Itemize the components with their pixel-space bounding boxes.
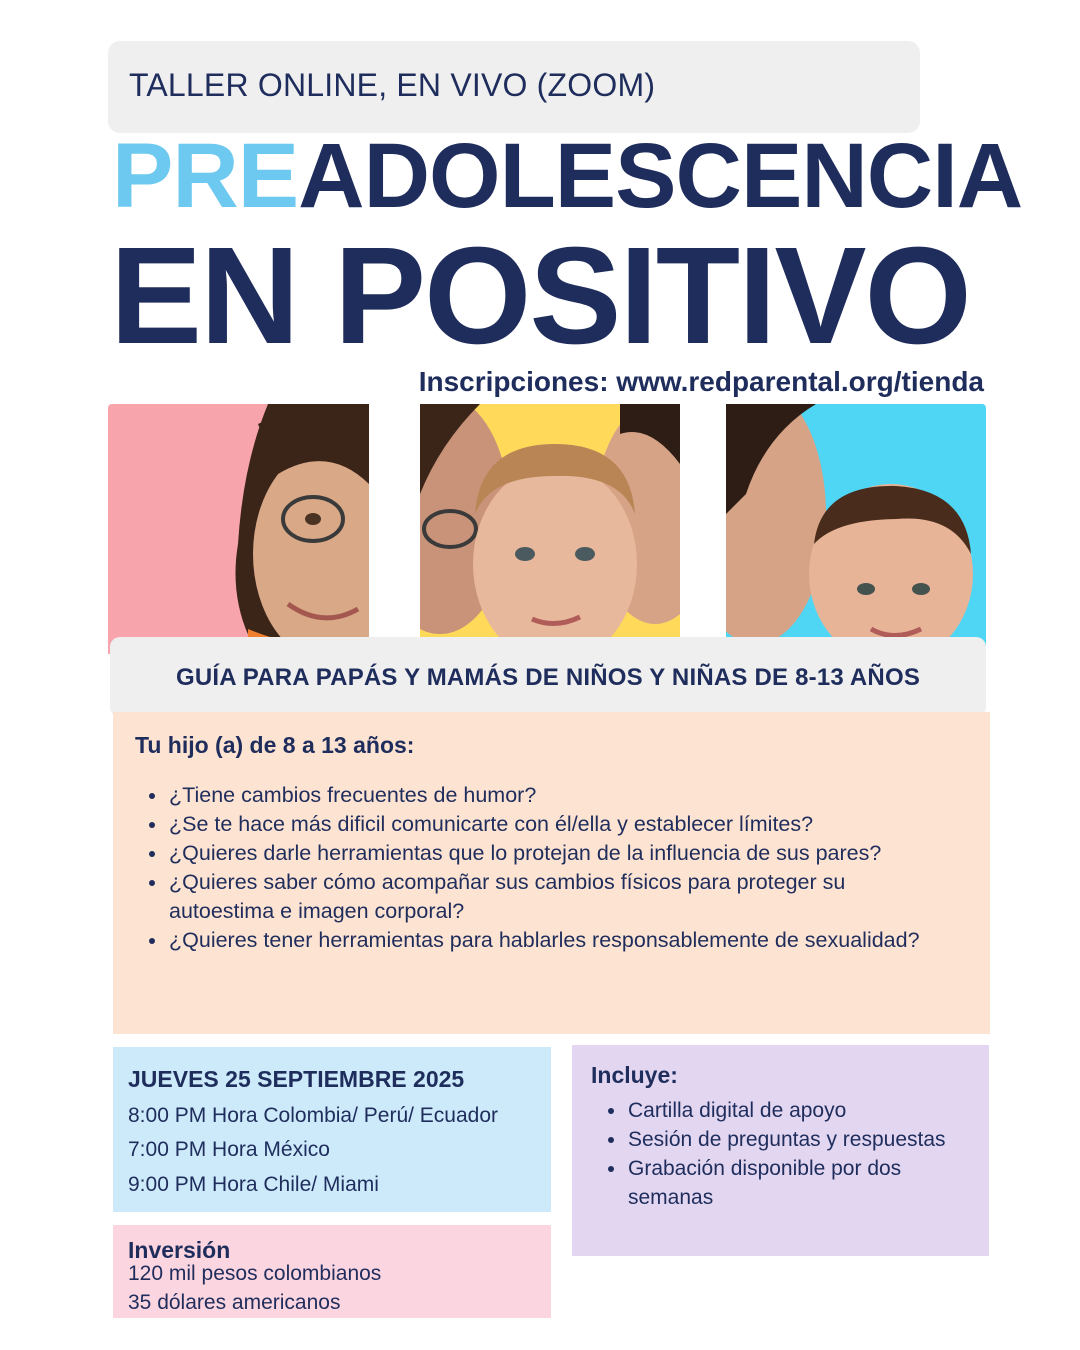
questions-panel [113,712,990,1034]
questions-title: Tu hijo (a) de 8 a 13 años: [135,732,415,758]
questions-list [147,781,947,955]
includes-panel [572,1045,989,1256]
schedule-panel [113,1047,551,1212]
list-item: Grabación disponible por dos semanas [606,1154,966,1212]
price-title: Inversión [128,1237,231,1263]
list-item: ¿Tiene cambios frecuentes de humor? [147,781,947,810]
audience-banner-text: GUÍA PARA PAPÁS Y MAMÁS DE NIÑOS Y NIÑAS DE 8-13 AÑOS [175,664,921,691]
title-main: ADOLESCENCIA [298,125,1023,227]
photo-boy-and-girl [420,404,680,654]
photo-girl-glasses [108,404,369,654]
event-time-mexico: 7:00 PM Hora México [128,1138,330,1161]
event-time-colombia: 8:00 PM Hora Colombia/ Perú/ Ecuador [128,1104,499,1127]
list-item: Cartilla digital de apoyo [606,1096,966,1125]
signup-link[interactable]: Inscripciones: www.redparental.org/tienda [418,366,984,397]
event-format-label: TALLER ONLINE, EN VIVO (ZOOM) [129,67,656,103]
title-line-2: EN POSITIVO [110,219,970,373]
title-line-1 [112,125,1023,227]
includes-title: Incluye: [591,1062,678,1088]
list-item: ¿Quieres tener herramientas para hablarles responsablemente de sexualidad? [147,926,947,955]
price-cop: 120 mil pesos colombianos [128,1262,382,1285]
list-item: ¿Quieres darle herramientas que lo protejan de la influencia de sus pares? [147,839,947,868]
list-item: ¿Se te hace más dificil comunicarte con él/ella y establecer límites? [147,810,947,839]
price-usd: 35 dólares americanos [128,1291,341,1314]
price-panel [113,1225,551,1318]
event-date: JUEVES 25 SEPTIEMBRE 2025 [128,1066,465,1092]
list-item: ¿Quieres saber cómo acompañar sus cambios físicos para proteger su autoestima e imagen corporal? [147,868,947,926]
audience-banner [110,637,986,717]
event-time-chile: 9:00 PM Hora Chile/ Miami [128,1173,379,1196]
includes-list [606,1096,966,1212]
title-prefix: PRE [112,125,299,227]
list-item: Sesión de preguntas y respuestas [606,1125,966,1154]
photo-boy-leaning [726,404,986,654]
event-format-pill [108,41,920,133]
